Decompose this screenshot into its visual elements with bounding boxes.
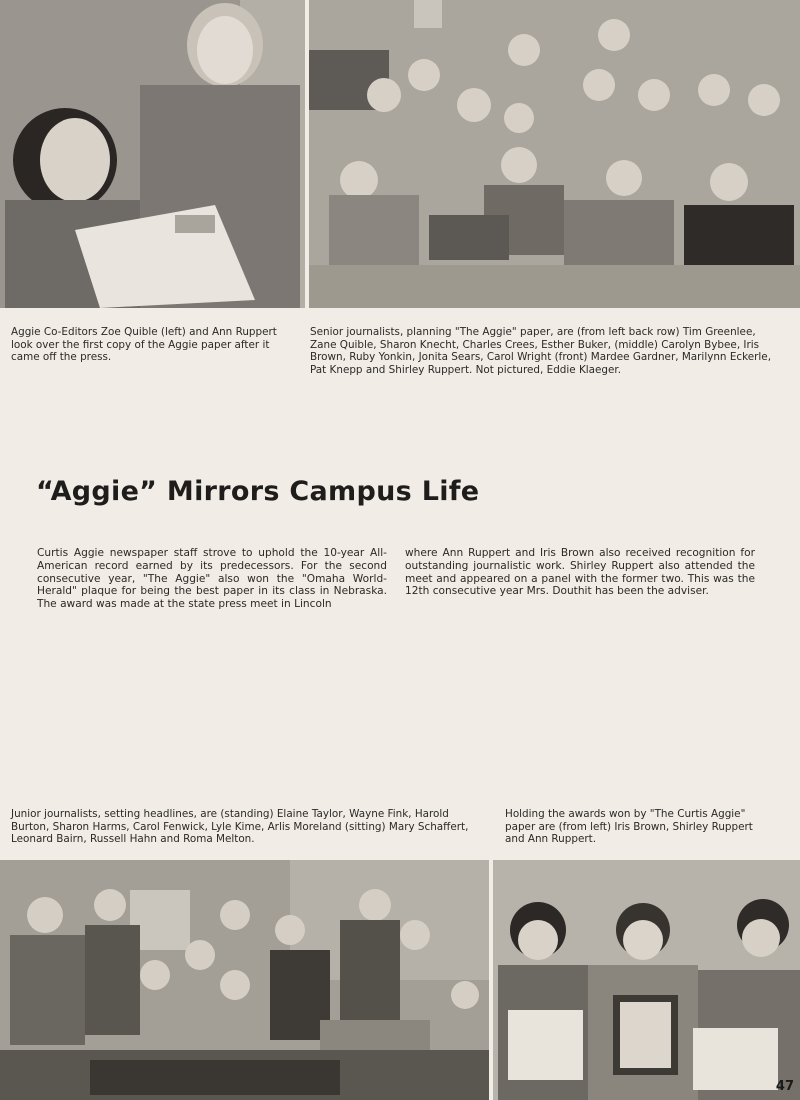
caption-coeditors: Aggie Co-Editors Zoe Quible (left) and Ann Ruppert look over the first copy of the Aggie paper after it came off the press. (11, 326, 277, 364)
article-column-1: Curtis Aggie newspaper staff strove to uphold the 10-year All-American record earned by its predecessors. For the second consecutive year, "The Aggie" also won the "Omaha World-Herald" plaque for being the best paper in its class in Nebraska. The award was made at the state press meet in Lincoln (37, 547, 387, 611)
photo-awards (493, 860, 800, 1100)
photo-senior-journalists (309, 0, 800, 308)
page-number: 47 (775, 1079, 794, 1094)
caption-awards: Holding the awards won by "The Curtis Aggie" paper are (from left) Iris Brown, Shirley Ruppert and Ann Ruppert. (505, 808, 753, 846)
article-column-2: where Ann Ruppert and Iris Brown also received recognition for outstanding journalistic work. Shirley Ruppert also attended the meet and appeared on a panel with the former two. This was the 12th consecutive year Mrs. Douthit has been the adviser. (405, 547, 755, 598)
article-headline: “Aggie” Mirrors Campus Life (36, 476, 480, 507)
caption-senior-journalists: Senior journalists, planning "The Aggie" paper, are (from left back row) Tim Greenlee, Zane Quible, Sharon Knecht, Charles Crees, Esther Buker, (middle) Carolyn Bybee, Iris Brown, Ruby Yonkin, Jonita Sears, Carol Wright (front) Mardee Gardner, Marilynn Eckerle, Pat Knepp and Shirley Ruppert. Not pictured, Eddie Klaeger. (310, 326, 771, 376)
photo-coeditors (0, 0, 305, 308)
photo-junior-journalists (0, 860, 489, 1100)
caption-junior-journalists: Junior journalists, setting headlines, are (standing) Elaine Taylor, Wayne Fink, Harold Burton, Sharon Harms, Carol Fenwick, Lyle Kime, Arlis Moreland (sitting) Mary Schaffert, Leonard Bairn, Russell Hahn and Roma Melton. (11, 808, 469, 846)
